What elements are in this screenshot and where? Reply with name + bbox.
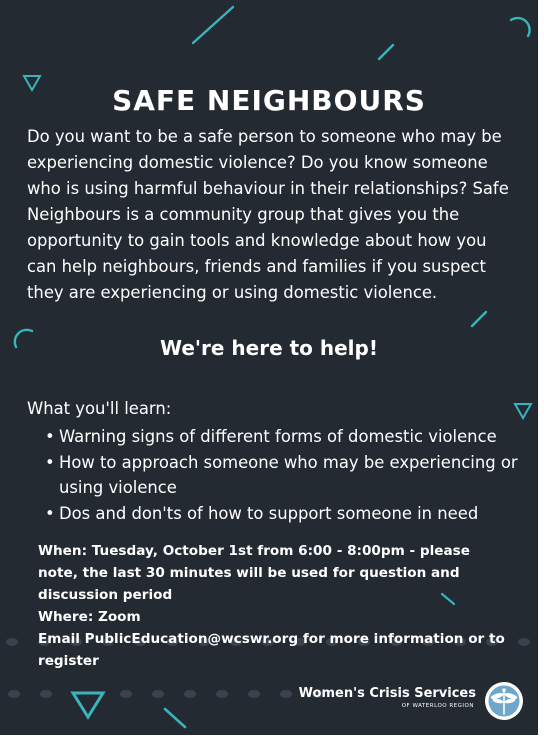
event-details (38, 540, 508, 672)
list-item: • Warning signs of different forms of domestic violence (27, 424, 519, 449)
event-when: When: Tuesday, October 1st from 6:00 - 8:00pm - please note, the last 30 minutes will be used for question and discussion period (38, 543, 470, 603)
dragonfly-logo-icon (484, 681, 524, 721)
decorative-arc-icon (506, 14, 534, 42)
decorative-slash-line-icon (162, 706, 188, 730)
logo-name: Women's Crisis Services (298, 686, 476, 701)
decorative-slash-line-icon (376, 42, 396, 62)
learn-heading: What you'll learn: (27, 399, 172, 418)
intro-paragraph: Do you want to be a safe person to someone who may be experiencing domestic violence? Do you know someone who is using harmful behaviour in their relationships? Safe Neighbours is a community group that gives you the opportunity to gain tools and knowledge about how you can help neighbours, friends and families if you suspect they are experiencing or using domestic violence. (27, 127, 509, 302)
page-title: SAFE NEIGHBOURS (112, 84, 426, 117)
logo-subtitle: OF WATERLOO REGION (401, 703, 474, 709)
learn-list (27, 424, 519, 527)
decorative-slash-line-icon (190, 4, 236, 46)
decorative-slash-line-icon (470, 310, 488, 328)
help-tagline: We're here to help! (160, 336, 378, 360)
list-item: • How to approach someone who may be experiencing or using violence (27, 450, 519, 500)
decorative-triangle-outline-icon (513, 402, 533, 420)
list-item: • Dos and don'ts of how to support someone in need (27, 501, 519, 526)
event-where: Where: Zoom (38, 609, 141, 625)
organization-logo (298, 679, 530, 723)
event-email: Email PublicEducation@wcswr.org for more information or to register (38, 631, 505, 669)
